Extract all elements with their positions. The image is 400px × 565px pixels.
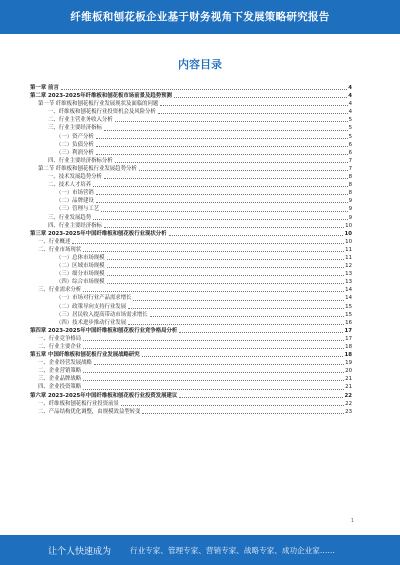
toc-entry-page: 18 xyxy=(344,352,352,359)
toc-leader-dots xyxy=(101,210,347,212)
toc-entry-page: 10 xyxy=(344,230,352,237)
toc-entry-page: 9 xyxy=(348,206,352,213)
toc-leader-dots xyxy=(115,120,348,122)
toc-heading: 内容目录 xyxy=(178,58,222,71)
toc-entry-text: 第三章 2023-2025年中国纤维板和刨花板行业现状分析 xyxy=(30,230,167,237)
toc-entry[interactable] xyxy=(30,116,352,124)
toc-entry-page: 8 xyxy=(348,182,352,189)
toc-entry[interactable] xyxy=(30,230,352,238)
toc-entry-text: 一、行业概述 xyxy=(38,238,71,245)
toc-entry-page: 7 xyxy=(348,157,352,164)
toc-leader-dots xyxy=(115,161,348,163)
toc-entry[interactable] xyxy=(30,246,352,254)
toc-leader-dots xyxy=(94,363,344,365)
toc-entry-text: 二、技术人才培养 xyxy=(48,182,92,189)
toc-entry-text: （三）利润分析 xyxy=(56,149,94,156)
toc-leader-dots xyxy=(133,299,344,301)
toc-leader-dots xyxy=(128,323,344,325)
toc-entry-page: 6 xyxy=(348,141,352,148)
toc-entry[interactable] xyxy=(30,294,352,302)
toc-entry-text: 第六章 2023-2025年中国纤维板和刨花板行业投资发展建议 xyxy=(30,392,178,399)
toc-entry-page: 9 xyxy=(348,198,352,205)
toc-entry[interactable] xyxy=(30,327,352,335)
toc-entry-text: （三）管理与工艺 xyxy=(56,206,100,213)
toc-entry-text: 三、行业发展趋势 xyxy=(48,214,92,221)
toc-entry-text: 一、技术发展趋势分析 xyxy=(48,174,102,181)
toc-leader-dots xyxy=(107,274,345,276)
toc-entry-text: （二）负债分析 xyxy=(56,141,94,148)
toc-entry-page: 8 xyxy=(348,190,352,197)
toc-entry-page: 16 xyxy=(345,319,352,326)
footer-slogan-left: 让个人快速成为 xyxy=(48,547,112,557)
toc-leader-dots xyxy=(107,282,345,284)
toc-entry[interactable] xyxy=(30,165,352,173)
toc-leader-dots xyxy=(121,404,344,406)
toc-entry[interactable] xyxy=(30,149,352,157)
toc-leader-dots xyxy=(93,185,347,187)
toc-entry-page: 7 xyxy=(348,165,352,172)
toc-entry[interactable] xyxy=(30,205,352,213)
toc-entry-text: 三、企业品牌战略 xyxy=(38,376,82,383)
toc-entry-page: 4 xyxy=(348,93,352,100)
toc-entry[interactable] xyxy=(30,262,352,270)
toc-entry-text: 二、产品结构优化调整，由规模效益型转变 xyxy=(38,408,141,415)
toc-entry-text: （一）市场营销 xyxy=(56,190,94,197)
toc-entry[interactable] xyxy=(30,254,352,262)
toc-leader-dots xyxy=(96,137,348,139)
toc-entry[interactable] xyxy=(30,270,352,278)
toc-leader-dots xyxy=(142,412,344,414)
toc-leader-dots xyxy=(158,112,348,114)
toc-leader-dots xyxy=(128,307,344,309)
toc-entry-page: 11 xyxy=(345,254,352,261)
toc-entry-text: 第二节 纤维板和刨花板行业发展趋势分析 xyxy=(38,165,137,172)
toc-entry-page: 6 xyxy=(348,149,352,156)
toc-leader-dots xyxy=(104,129,348,131)
toc-entry-page: 9 xyxy=(348,214,352,221)
toc-entry[interactable] xyxy=(30,286,352,294)
toc-entry[interactable] xyxy=(30,343,352,351)
toc-entry-page: 5 xyxy=(348,133,352,140)
toc-leader-dots xyxy=(150,315,344,317)
toc-entry-text: 三、行业主要经济指标 xyxy=(48,125,102,132)
toc-entry[interactable] xyxy=(30,157,352,165)
toc-entry-text: 二、行业市场现状 xyxy=(38,246,82,253)
toc-entry-text: 一、纤维板和刨花板行业投资机会及风险分析 xyxy=(48,109,156,116)
toc-entry[interactable] xyxy=(30,351,352,359)
toc-leader-dots xyxy=(160,104,347,106)
toc-entry[interactable] xyxy=(30,189,352,197)
page-number: 1 xyxy=(350,518,354,524)
toc-leader-dots xyxy=(104,226,344,228)
footer-banner xyxy=(0,535,400,565)
toc-entry-page: 18 xyxy=(345,344,352,350)
toc-entry-page: 19 xyxy=(345,360,352,367)
toc-entry[interactable] xyxy=(30,359,352,367)
toc-leader-dots xyxy=(142,355,344,357)
toc-leader-dots xyxy=(83,371,344,373)
toc-entry-text: （二）品牌建设 xyxy=(56,198,94,205)
toc-leader-dots xyxy=(174,96,347,98)
toc-entry-page: 4 xyxy=(348,109,352,116)
toc-entry-page: 4 xyxy=(348,101,352,108)
toc-entry-page: 13 xyxy=(345,271,352,278)
toc-entry[interactable] xyxy=(30,84,352,92)
table-of-contents xyxy=(30,84,352,416)
toc-leader-dots xyxy=(169,234,344,236)
toc-leader-dots xyxy=(93,218,347,220)
toc-entry[interactable] xyxy=(30,383,352,391)
toc-entry-text: 一、纤维板和刨花板行业投资前景 xyxy=(38,400,119,407)
toc-entry[interactable] xyxy=(30,222,352,230)
toc-entry-text: （四）综合市场规模 xyxy=(56,279,105,286)
toc-entry-text: 一、行业竞争格局 xyxy=(38,335,82,342)
toc-entry[interactable] xyxy=(30,214,352,222)
toc-leader-dots xyxy=(96,193,348,195)
toc-entry-page: 17 xyxy=(345,335,352,342)
toc-entry[interactable] xyxy=(30,303,352,311)
toc-entry-page: 12 xyxy=(345,263,352,270)
toc-entry-page: 23 xyxy=(345,408,352,415)
toc-entry-text: （一）市场对行业产品需求增长 xyxy=(56,295,132,302)
toc-entry-text: 四、企业投资策略 xyxy=(38,384,82,391)
toc-leader-dots xyxy=(61,88,347,90)
toc-entry[interactable] xyxy=(30,375,352,383)
toc-entry-text: 三、行业需求分析 xyxy=(38,287,82,294)
header-banner xyxy=(0,0,400,34)
toc-entry-text: （四）技术进步推动行业发展 xyxy=(56,319,127,326)
toc-entry-text: 第二章 2023-2025年纤维板和刨花板市场前景及趋势预测 xyxy=(30,93,172,100)
toc-entry-page: 8 xyxy=(348,174,352,181)
toc-entry[interactable] xyxy=(30,319,352,327)
toc-entry-text: 第一节 纤维板和刨花板行业发展现状及面临的问题 xyxy=(38,101,159,108)
toc-entry-text: （一）总体市场规模 xyxy=(56,254,105,261)
toc-entry[interactable] xyxy=(30,278,352,286)
toc-leader-dots xyxy=(83,347,344,349)
toc-entry-page: 21 xyxy=(345,384,352,391)
toc-leader-dots xyxy=(107,266,345,268)
toc-entry-text: （三）细分市场规模 xyxy=(56,271,105,278)
toc-entry-text: 二、企业营销策略 xyxy=(38,368,82,375)
toc-entry-page: 11 xyxy=(345,246,352,253)
toc-entry[interactable] xyxy=(30,100,352,108)
toc-leader-dots xyxy=(96,201,348,203)
toc-entry-page: 22 xyxy=(344,392,352,399)
toc-leader-dots xyxy=(104,177,348,179)
toc-entry[interactable] xyxy=(30,408,352,416)
toc-leader-dots xyxy=(96,153,348,155)
toc-entry-page: 4 xyxy=(348,85,352,91)
toc-entry-page: 14 xyxy=(345,287,352,294)
toc-leader-dots xyxy=(107,258,345,260)
toc-entry-text: （二）政策导向支持行业发展 xyxy=(56,303,127,310)
toc-entry-text: 二、行业主营业务收入分析 xyxy=(48,117,113,124)
toc-entry[interactable] xyxy=(30,173,352,181)
toc-entry-text: 二、行业主要企业 xyxy=(38,344,82,350)
toc-entry-page: 15 xyxy=(345,311,352,318)
toc-leader-dots xyxy=(139,169,348,171)
toc-entry-page: 20 xyxy=(345,368,352,375)
toc-entry[interactable] xyxy=(30,124,352,132)
toc-leader-dots xyxy=(72,242,344,244)
toc-entry-page: 15 xyxy=(345,303,352,310)
toc-entry[interactable] xyxy=(30,311,352,319)
toc-entry-text: （二）区域市场规模 xyxy=(56,263,105,270)
toc-entry[interactable] xyxy=(30,238,352,246)
toc-entry[interactable] xyxy=(30,400,352,408)
toc-entry[interactable] xyxy=(30,141,352,149)
toc-leader-dots xyxy=(83,388,344,390)
toc-entry-page: 14 xyxy=(345,295,352,302)
toc-entry[interactable] xyxy=(30,197,352,205)
toc-entry-text: （一）资产分析 xyxy=(56,133,94,140)
toc-entry[interactable] xyxy=(30,133,352,141)
toc-entry[interactable] xyxy=(30,108,352,116)
toc-entry-page: 10 xyxy=(345,238,352,245)
toc-entry[interactable] xyxy=(30,181,352,189)
toc-entry-page: 5 xyxy=(348,125,352,132)
toc-leader-dots xyxy=(179,396,343,398)
toc-entry-text: 第一章 前言 xyxy=(30,85,59,91)
toc-entry-page: 10 xyxy=(345,222,352,229)
toc-entry-page: 17 xyxy=(344,327,352,334)
toc-leader-dots xyxy=(83,250,344,252)
toc-entry-text: 四、行业主要经济指标 xyxy=(48,222,102,229)
toc-entry-text: 四、行业主要经济指标分析 xyxy=(48,157,113,164)
toc-entry-text: 第五章 中国纤维板和刨花板行业发展战略研究 xyxy=(30,352,140,359)
toc-entry-page: 22 xyxy=(345,400,352,407)
toc-entry[interactable] xyxy=(30,392,352,400)
toc-entry[interactable] xyxy=(30,335,352,343)
toc-entry[interactable] xyxy=(30,92,352,100)
toc-entry[interactable] xyxy=(30,367,352,375)
toc-leader-dots xyxy=(83,379,344,381)
toc-entry-page: 13 xyxy=(345,279,352,286)
toc-entry-page: 21 xyxy=(345,376,352,383)
toc-leader-dots xyxy=(179,331,343,333)
toc-leader-dots xyxy=(96,145,348,147)
toc-leader-dots xyxy=(83,339,344,341)
toc-entry-text: 第四章 2023-2025年中国纤维板和刨花板行业竞争格局分析 xyxy=(30,327,178,334)
report-title: 纤维板和刨花板企业基于财务视角下发展策略研究报告 xyxy=(70,11,330,23)
toc-entry-text: 一、企业经营发展战略 xyxy=(38,360,92,367)
toc-leader-dots xyxy=(83,290,344,292)
toc-entry-page: 5 xyxy=(348,117,352,124)
toc-entry-text: （三）居民收入提高带动市场需求增长 xyxy=(56,311,148,318)
footer-slogan-right: 行业专家、管理专家、营销专家、战略专家、成功企业家…… xyxy=(130,546,336,555)
